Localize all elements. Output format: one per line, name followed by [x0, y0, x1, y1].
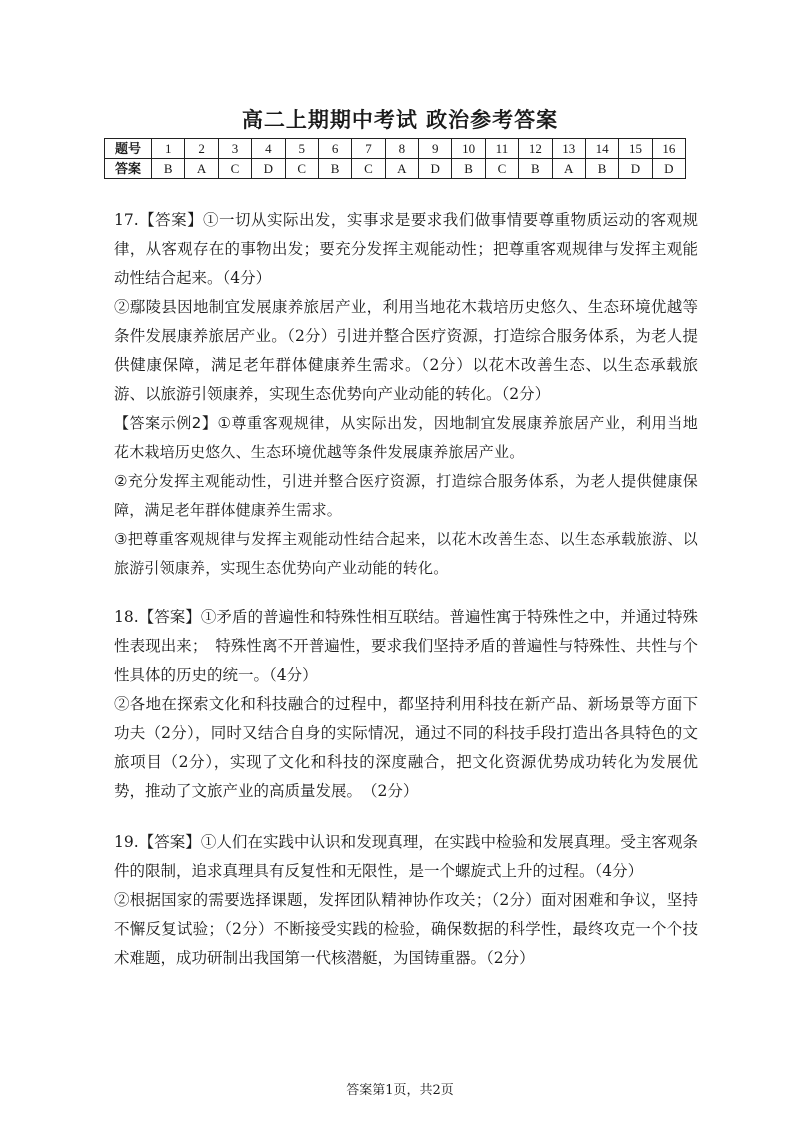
question-number-cell: 9	[419, 139, 452, 159]
question-number-cell: 6	[318, 139, 351, 159]
answer-cell: D	[419, 159, 452, 179]
question-number-cell: 2	[185, 139, 218, 159]
question-number-cell: 14	[585, 139, 618, 159]
question-number-cell: 15	[619, 139, 652, 159]
question-number-cell: 13	[552, 139, 585, 159]
answer-cell: C	[285, 159, 318, 179]
answer-header: 答案	[105, 159, 152, 179]
answer-cell: C	[485, 159, 518, 179]
answer-cell: B	[452, 159, 485, 179]
example-paragraph: ③把尊重客观规律与发挥主观能动性结合起来，以花木改善生态、以生态承载旅游、以旅游引领康养，实现生态优势向产业动能的转化。	[114, 530, 698, 577]
question-number-cell: 10	[452, 139, 485, 159]
answer-cell: B	[152, 159, 185, 179]
answer-cell: D	[652, 159, 685, 179]
question-17-answer	[114, 206, 698, 583]
answer-paragraph: ②鄢陵县因地制宜发展康养旅居产业，利用当地花木栽培历史悠久、生态环境优越等条件发展康养旅居产业。（2分）引进并整合医疗资源，打造综合服务体系，为老人提供健康保障，满足老年群体健康养生需求。（2分）以花木改善生态、以生态承载旅游、以旅游引领康养，实现生态优势向产业动能的转化。（2分）	[114, 298, 698, 403]
answer-cell: A	[185, 159, 218, 179]
answer-cell: C	[218, 159, 251, 179]
answer-cell: A	[552, 159, 585, 179]
example-paragraph: ②充分发挥主观能动性，引进并整合医疗资源，打造综合服务体系，为老人提供健康保障，满足老年群体健康养生需求。	[114, 472, 698, 519]
answer-cell: A	[385, 159, 418, 179]
question-number-cell: 1	[152, 139, 185, 159]
question-number-cell: 5	[285, 139, 318, 159]
answer-row	[105, 159, 686, 179]
answer-cell: B	[519, 159, 552, 179]
question-number-cell: 4	[252, 139, 285, 159]
question-number-header: 题号	[105, 139, 152, 159]
answer-cell: D	[619, 159, 652, 179]
question-number-row	[105, 139, 686, 159]
question-number-cell: 8	[385, 139, 418, 159]
page-footer: 答案第1页，共2页	[346, 1083, 454, 1098]
answer-cell: C	[352, 159, 385, 179]
question-number-cell: 16	[652, 139, 685, 159]
answer-paragraph: ②根据国家的需要选择课题，发挥团队精神协作攻关；（2分）面对困难和争议，坚持不懈反复试验；（2分）不断接受实践的检验，确保数据的科学性，最终攻克一个个技术难题，成功研制出我国第一代核潜艇，为国铸重器。（2分）	[114, 891, 698, 967]
question-number-cell: 11	[485, 139, 518, 159]
answer-paragraph: 17.【答案】①一切从实际出发，实事求是要求我们做事情要尊重物质运动的客观规律，从客观存在的事物出发；要充分发挥主观能动性；把尊重客观规律与发挥主观能动性结合起来。（4分）	[114, 211, 698, 287]
example-paragraph: 【答案示例2】①尊重客观规律，从实际出发，因地制宜发展康养旅居产业，利用当地花木栽培历史悠久、生态环境优越等条件发展康养旅居产业。	[114, 414, 698, 461]
answer-cell: B	[318, 159, 351, 179]
question-number-cell: 12	[519, 139, 552, 159]
answer-cell: B	[585, 159, 618, 179]
answer-table	[104, 138, 686, 179]
question-19-answer	[114, 828, 698, 973]
answer-paragraph: 18.【答案】①矛盾的普遍性和特殊性相互联结。普遍性寓于特殊性之中，并通过特殊性表现出来； 特殊性离不开普遍性，要求我们坚持矛盾的普遍性与特殊性、共性与个性具体的历史的统一。（4分）	[114, 608, 698, 684]
answer-cell: D	[252, 159, 285, 179]
page-title: 高二上期期中考试 政治参考答案	[241, 107, 559, 132]
question-18-answer	[114, 603, 698, 806]
answer-paragraph: ②各地在探索文化和科技融合的过程中，都坚持利用科技在新产品、新场景等方面下功夫（2分），同时又结合自身的实际情况，通过不同的科技手段打造出各具特色的文旅项目（2分），实现了文化和科技的深度融合，把文化资源优势成功转化为发展优势，推动了文旅产业的高质量发展。 （2分）	[114, 695, 698, 800]
answer-paragraph: 19.【答案】①人们在实践中认识和发现真理，在实践中检验和发展真理。受主客观条件的限制，追求真理具有反复性和无限性，是一个螺旋式上升的过程。（4分）	[114, 833, 698, 880]
question-number-cell: 3	[218, 139, 251, 159]
question-number-cell: 7	[352, 139, 385, 159]
